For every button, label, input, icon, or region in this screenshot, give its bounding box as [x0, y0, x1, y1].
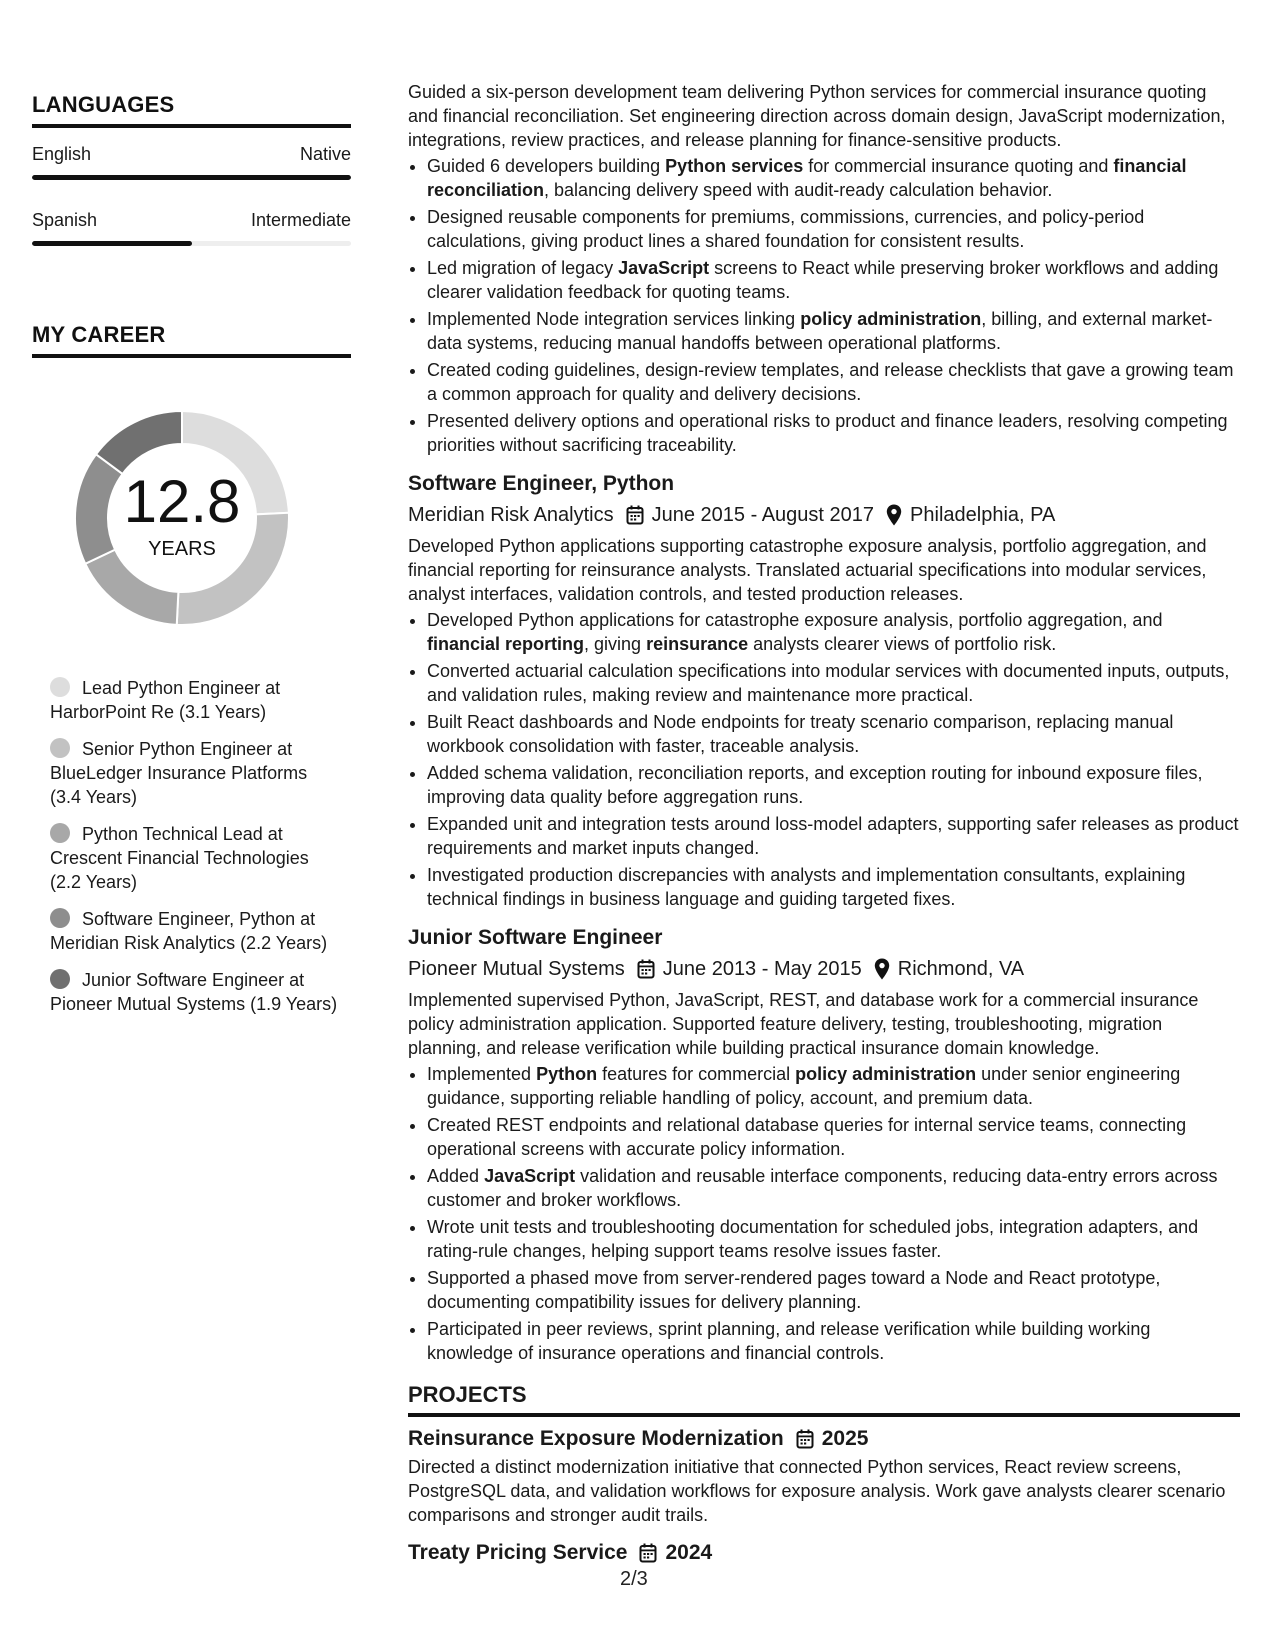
bullet-text: for commercial insurance quoting and	[803, 156, 1114, 176]
language-proficiency-bar	[32, 175, 351, 180]
location-pin-icon	[874, 958, 890, 980]
language-proficiency-fill	[32, 241, 192, 246]
job-dates: June 2015 - August 2017	[651, 504, 875, 526]
career-total-unit: YEARS	[148, 537, 216, 560]
job-bullets	[408, 1062, 1240, 1365]
calendar-icon	[637, 959, 655, 979]
calendar-icon	[626, 505, 644, 525]
bullet-text: analysts clearer views of portfolio risk.	[748, 634, 1057, 654]
bullet-text: , balancing delivery speed with audit-ready calculation behavior.	[544, 180, 1053, 200]
job-bullet	[427, 1317, 1240, 1365]
bullet-text: Implemented Node integration services linking	[427, 309, 801, 329]
projects-heading: PROJECTS	[408, 1383, 1240, 1417]
project-entry	[408, 1425, 1240, 1527]
bullet-text: Investigated production discrepancies with analysts and implementation consultants, explaining technical findings in business language and guiding targeted fixes.	[427, 865, 1186, 909]
job-location: Philadelphia, PA	[910, 504, 1056, 526]
languages-list	[32, 144, 351, 246]
top-job-summary: Guided a six-person development team delivering Python services for commercial insurance quoting and financial reconciliation. Set engineering direction across domain design, JavaScript modernization, integrations, review practices, and release planning for finance-sensitive products.	[408, 82, 1226, 150]
job-bullet	[427, 1164, 1240, 1212]
language-row	[32, 210, 351, 231]
project-title-row	[408, 1539, 1240, 1567]
bullet-text: Guided 6 developers building	[427, 156, 666, 176]
bold-keyword: reinsurance	[646, 634, 749, 654]
bullet-text: Supported a phased move from server-rendered pages toward a Node and React prototype, documenting compatibility issues for delivery planning.	[427, 1268, 1161, 1312]
bullet-text: Designed reusable components for premiums, commissions, currencies, and policy-period calculations, giving product lines a shared foundation for consistent results.	[427, 207, 1145, 251]
job-bullet	[427, 659, 1240, 707]
language-level: Intermediate	[250, 210, 351, 230]
bullet-text: Converted actuarial calculation specifications into modular services with documented inputs, outputs, and validation rules, making review and maintenance more practical.	[427, 661, 1230, 705]
career-legend-item	[50, 676, 340, 724]
job-title: Software Engineer, Python	[408, 472, 675, 495]
projects-list	[408, 1425, 1240, 1567]
job-bullet	[427, 608, 1240, 656]
donut-center	[62, 398, 302, 638]
calendar-icon	[796, 1429, 814, 1449]
job-bullet	[427, 1113, 1240, 1161]
legend-color-dot	[50, 908, 70, 928]
bullet-text: Built React dashboards and Node endpoints for treaty scenario comparison, replacing manual workbook consolidation with faster, traceable analysis.	[427, 712, 1174, 756]
bold-keyword: policy administration	[800, 309, 982, 329]
job-bullet	[427, 1215, 1240, 1263]
top-job-bullet	[427, 205, 1240, 253]
language-proficiency-bar	[32, 241, 351, 246]
job-bullet	[427, 761, 1240, 809]
experience-list	[408, 470, 1240, 1365]
job-meta	[408, 955, 1240, 983]
job-bullet	[427, 1062, 1240, 1110]
career-donut-chart	[62, 398, 302, 638]
legend-label: Software Engineer, Python at Meridian Risk Analytics (2.2 Years)	[50, 909, 328, 953]
job-bullet	[427, 812, 1240, 860]
bullet-text: Created coding guidelines, design-review templates, and release checklists that gave a growing team a common approach for quality and delivery decisions.	[427, 360, 1234, 404]
legend-color-dot	[50, 969, 70, 989]
language-name: English	[32, 144, 92, 164]
job-summary: Implemented supervised Python, JavaScript, REST, and database work for a commercial insurance policy administration application. Supported feature delivery, testing, troubleshooting, migration planning, and release verification while building practical insurance domain knowledge.	[408, 990, 1199, 1058]
project-title-row	[408, 1425, 1240, 1453]
bullet-text: Led migration of legacy	[427, 258, 619, 278]
job-dates: June 2013 - May 2015	[662, 958, 862, 980]
career-legend-item	[50, 822, 340, 894]
bold-keyword: JavaScript	[484, 1166, 576, 1186]
job-bullet	[427, 1266, 1240, 1314]
job-bullets	[408, 608, 1240, 911]
bullet-text: , billing, and external market-data systems, reducing manual handoffs between operational platforms.	[427, 309, 1213, 353]
bullet-text: Added	[427, 1166, 485, 1186]
legend-label: Python Technical Lead at Crescent Financial Technologies (2.2 Years)	[50, 824, 309, 892]
top-job-bullet	[427, 256, 1240, 304]
bullet-text: Participated in peer reviews, sprint planning, and release verification while building working knowledge of insurance operations and financial controls.	[427, 1319, 1151, 1363]
bullet-text: Implemented	[427, 1064, 537, 1084]
bullet-text: screens to React while preserving broker workflows and adding clearer validation feedback for quoting teams.	[427, 258, 1219, 302]
top-job-bullet	[427, 307, 1240, 355]
page-number: 2/3	[620, 1568, 648, 1590]
project-entry	[408, 1539, 1240, 1567]
career-legend-item	[50, 907, 340, 955]
bullet-text: Created REST endpoints and relational database queries for internal service teams, connecting operational screens with accurate policy information.	[427, 1115, 1187, 1159]
project-year: 2025	[821, 1427, 869, 1450]
career-heading: MY CAREER	[32, 322, 351, 358]
job-bullet	[427, 710, 1240, 758]
bullet-text: , giving	[584, 634, 647, 654]
project-name: Reinsurance Exposure Modernization	[408, 1427, 784, 1450]
bold-keyword: policy administration	[795, 1064, 977, 1084]
career-total-years: 12.8	[123, 467, 241, 535]
language-row	[32, 144, 351, 165]
legend-label: Lead Python Engineer at HarborPoint Re (3.1 Years)	[50, 678, 281, 722]
top-job-bullets	[408, 154, 1240, 457]
career-legend	[50, 676, 340, 1016]
career-legend-item	[50, 968, 340, 1016]
bold-keyword: financial reporting	[427, 634, 585, 654]
language-level: Native	[299, 144, 351, 164]
project-year: 2024	[665, 1541, 713, 1564]
legend-color-dot	[50, 823, 70, 843]
bold-keyword: Python	[536, 1064, 598, 1084]
language-proficiency-fill	[32, 175, 351, 180]
job-summary: Developed Python applications supporting catastrophe exposure analysis, portfolio aggregation, and financial reporting for reinsurance analysts. Translated actuarial specifications into modular services, analyst interfaces, validation controls, and tested production releases.	[408, 536, 1207, 604]
bullet-text: features for commercial	[597, 1064, 796, 1084]
job-company: Pioneer Mutual Systems	[408, 958, 625, 980]
location-pin-icon	[886, 504, 902, 526]
right-column	[408, 80, 1240, 1567]
top-job-bullet	[427, 154, 1240, 202]
job-location: Richmond, VA	[897, 958, 1025, 980]
bullet-text: Wrote unit tests and troubleshooting documentation for scheduled jobs, integration adapters, and rating-rule changes, helping support teams resolve issues faster.	[427, 1217, 1199, 1261]
bullet-text: Presented delivery options and operational risks to product and finance leaders, resolving competing priorities without sacrificing traceability.	[427, 411, 1228, 455]
bullet-text: Expanded unit and integration tests around loss-model adapters, supporting safer releases as product requirements and market inputs changed.	[427, 814, 1239, 858]
career-section	[32, 322, 351, 1016]
job-company: Meridian Risk Analytics	[408, 504, 614, 526]
job-title: Junior Software Engineer	[408, 926, 663, 949]
legend-color-dot	[50, 677, 70, 697]
legend-label: Senior Python Engineer at BlueLedger Insurance Platforms (3.4 Years)	[50, 739, 308, 807]
legend-label: Junior Software Engineer at Pioneer Mutual Systems (1.9 Years)	[50, 970, 338, 1014]
job-entry	[408, 924, 1240, 1365]
project-description: Directed a distinct modernization initiative that connected Python services, React review screens, PostgreSQL data, and validation workflows for exposure analysis. Work gave analysts clearer scenario comparisons and stronger audit trails.	[408, 1457, 1226, 1525]
top-job-bullet	[427, 358, 1240, 406]
languages-heading: LANGUAGES	[32, 92, 351, 128]
left-column	[32, 92, 351, 1029]
legend-color-dot	[50, 738, 70, 758]
bullet-text: under senior engineering guidance, supporting reliable handling of policy, account, and premium data.	[427, 1064, 1181, 1108]
job-bullet	[427, 863, 1240, 911]
bullet-text: Developed Python applications for catastrophe exposure analysis, portfolio aggregation, and	[427, 610, 1163, 630]
top-job-bullet	[427, 409, 1240, 457]
bullet-text: validation and reusable interface components, reducing data-entry errors across customer and broker workflows.	[427, 1166, 1218, 1210]
career-legend-item	[50, 737, 340, 809]
bold-keyword: JavaScript	[618, 258, 710, 278]
job-entry	[408, 470, 1240, 911]
calendar-icon	[639, 1543, 657, 1563]
bold-keyword: financial reconciliation	[427, 156, 1187, 200]
bold-keyword: Python services	[665, 156, 804, 176]
bullet-text: Added schema validation, reconciliation reports, and exception routing for inbound exposure files, improving data quality before aggregation runs.	[427, 763, 1203, 807]
language-name: Spanish	[32, 210, 98, 230]
project-name: Treaty Pricing Service	[408, 1541, 628, 1564]
job-meta	[408, 501, 1240, 529]
